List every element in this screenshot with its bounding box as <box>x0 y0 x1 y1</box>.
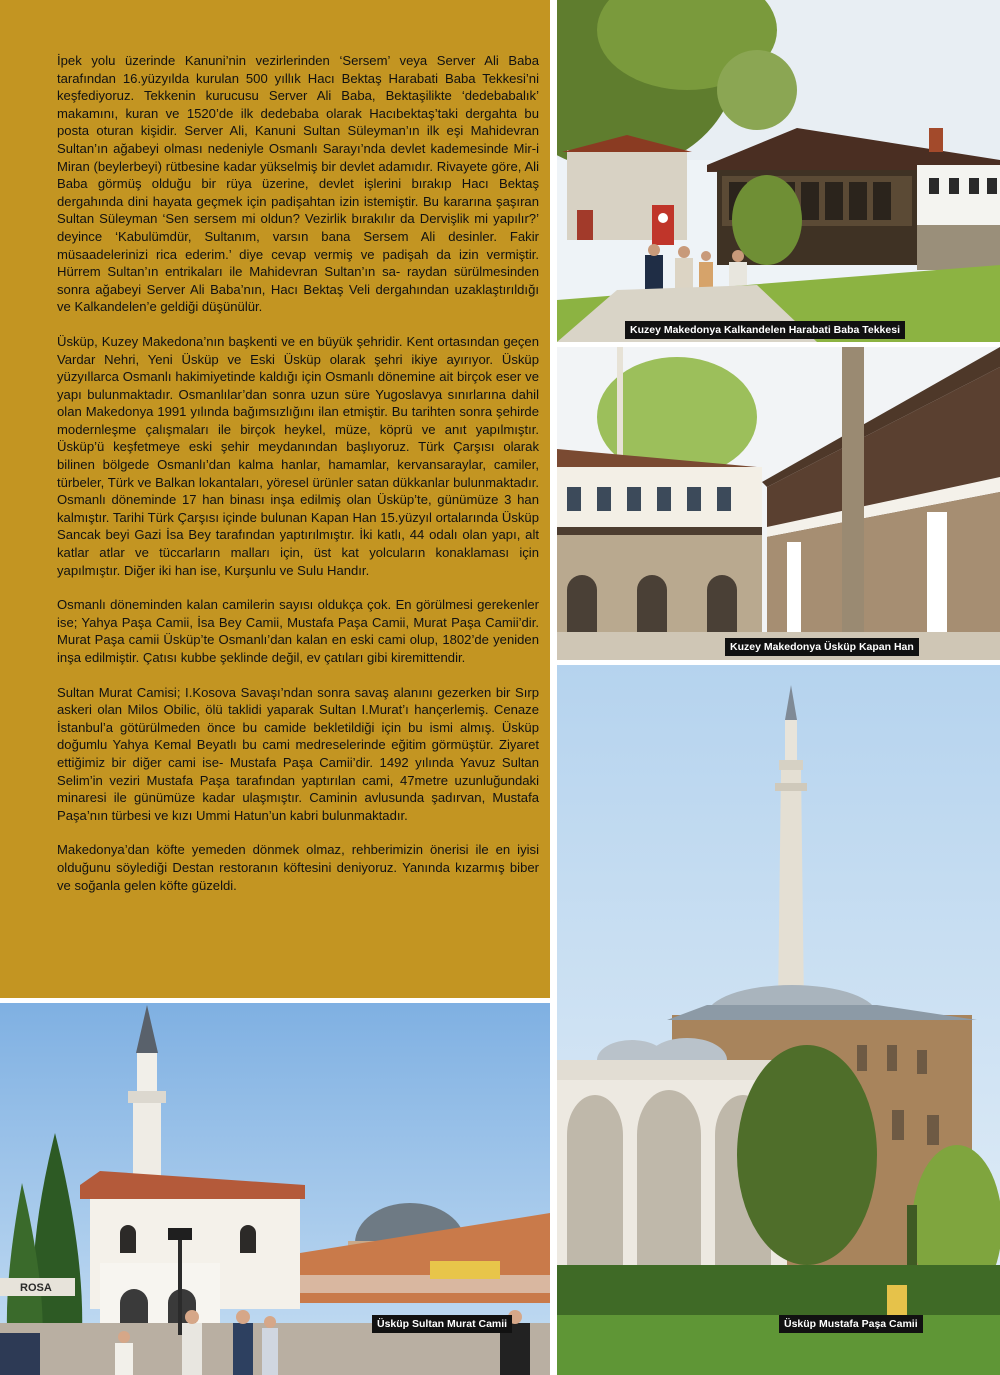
photo-sultan-murat <box>0 1003 550 1375</box>
photo-kapan-han <box>557 347 1000 660</box>
caption-kapan-han: Kuzey Makedonya Üsküp Kapan Han <box>725 638 919 656</box>
caption-harabati-tekke: Kuzey Makedonya Kalkandelen Harabati Baba Tekkesi <box>625 321 905 339</box>
paragraph-camiler: Osmanlı döneminden kalan camilerin sayısı oldukça çok. En görülmesi gerekenler ise; Yahya Paşa Camii, İsa Bey Camii, Mustafa Paşa Camii, Murat Paşa Camii’dir. Murat Paşa camii Üsküp’te Osmanlı’dan kalan en eski cami olup, 1802’de yeniden inşa edilmiştir. Çatısı kubbe şeklinde değil, ev çatıları gibi kiremittendir. <box>57 597 539 665</box>
paragraph-tekke: İpek yolu üzerinde Kanuni’nin vezirlerinden ‘Sersem’ veya Server Ali Baba tarafından 16.yüzyılda kurulan 500 yıllık Hacı Bektaş Harabati Baba Tekkesi’ni keşfediyoruz. Tekkenin kurucusu Server Ali Baba, Bektaşilikte ‘dedebabalık’ makamını, kuran ve 1520’de ilk dedebaba olarak Hacıbektaş’taki dergahta bu posta oturan kişidir. Server Ali, Kanuni Sultan Süleyman’ın ilk eşi Mahidevran Sultan’ın ağabeyi olması nedeniyle Osmanlı Sarayı’nda devlet kademesinde Mir-i Miran (beylerbeyi) rütbesine kadar yükselmiş bir devlet adamıdır. Rivayete göre, Ali Baba görmüş olduğu bir rüya üzerine, devlet işlerini bırakıp Hacı Bektaş dergahında dini hayata geçmek için padişahtan izin istemiştir. Bu kararına şaşıran Sultan Süleyman ‘Sen sersem mi oldun? Vezirlik bırakılır da Dervişlik mi yapılır?’ deyince ‘Kabulümdür, Sultanım, varsın bana Sersem Ali desinler. Fakir müsaadelerinizi rica ederim.’ diye cevap vermiş ve padişah da izin vermiştir. Hürrem Sultan’ın entrikaları ile Mahidevran Sultan’ın sa- raydan sürülmesinden sonra ağabeyi Server Ali Baba’nın, Hacı Bektaş Veli dergahından uzaklaştırıldığı ve Kalkandelen’e geldiği düşünülür. <box>57 53 539 315</box>
article-body <box>57 52 539 911</box>
caption-sultan-murat: Üsküp Sultan Murat Camii <box>372 1315 512 1333</box>
paragraph-kofte: Makedonya’dan köfte yemeden dönmek olmaz, rehberimizin önerisi ile en iyisi olduğunu söylediği Destan restoranın köftesini deniyoruz. Yanında kızarmış biber ve soğanla gelen köfte güzeldi. <box>57 842 539 893</box>
photo-harabati-tekke <box>557 0 1000 342</box>
paragraph-sultan-murat: Sultan Murat Camisi; I.Kosova Savaşı’ndan sonra savaş alanını gezerken bir Sırp askeri olan Milos Obilic, ölü taklidi yaparak Sultan I.Murat’ı hançerlemiş. Cenaze İstanbul’a götürülmeden önce bu camide bekletildiği için bu ismi almış. Üsküp doğumlu Yahya Kemal Beyatlı bu cami medreselerinde eğitim görmüştür. Ziyaret ettiğimiz bir diğer cami ise- Mustafa Paşa Camii’dir. 1492 yılında Yavuz Sultan Selim’in veziri Mustafa Paşa tarafından yaptırılan cami, 47metre uzunluğundaki minaresi ile günümüze kadar ulaşmıştır. Caminin avlusunda şadırvan, Mustafa Paşa’nın türbesi ve kızı Ummi Hatun’un kabri bulunmaktadır. <box>57 684 539 823</box>
caption-mustafa-pasa: Üsküp Mustafa Paşa Camii <box>779 1315 923 1333</box>
paragraph-uskup: Üsküp, Kuzey Makedona’nın başkenti ve en büyük şehridir. Kent ortasından geçen Vardar Nehri, Yeni Üsküp ve Eski Üsküp olarak şehri ikiye ayırıyor. Üsküp yüzyıllarca Osmanlı hakimiyetinde kaldığı için Osmanlı dönemine ait birçok eser ve yapı bulunmaktadır. Osmanlılar’dan sonra uzun süre Yugoslavya sınırlarına dahil olan Makedonya 1991 yılında bağımsızlığını ilan etmiştir. Bu tarihten sonra şehirde modernleşme çalışmaları ile birçok heykel, müze, köprü ve anıt yapılmıştır. Üsküp’ü keşfetmeye eski şehir meydanından başlıyoruz. Türk Çarşısı olarak bilinen bölgede Osmanlı’dan kalma hanlar, hamamlar, kervansaraylar, camiler, türbeler, Türk ve Balkan lokantaları, yöresel ürünler satan dükkanlar bulunmaktadır. Osmanlı döneminde 17 han binası inşa edilmiş olan Üsküp’te, günümüze 3 han kalmıştır. Tarihi Türk Çarşısı içinde bulunan Kapan Han 15.yüzyıl ortalarında Üsküp Sancak beyi Gazi İsa Bey tarafından yaptırılmıştır. İki katlı, 44 odalı olan yapı, alt katlar atlar ve tüccarların malları için, üst kat yolcuların konaklaması için yapılmıştır. Diğer iki han ise, Kurşunlu ve Sulu Handır. <box>57 333 539 578</box>
rosa-sign: ROSA <box>20 1282 52 1294</box>
photo-mustafa-pasa <box>557 665 1000 1375</box>
article-text-panel <box>0 0 550 998</box>
